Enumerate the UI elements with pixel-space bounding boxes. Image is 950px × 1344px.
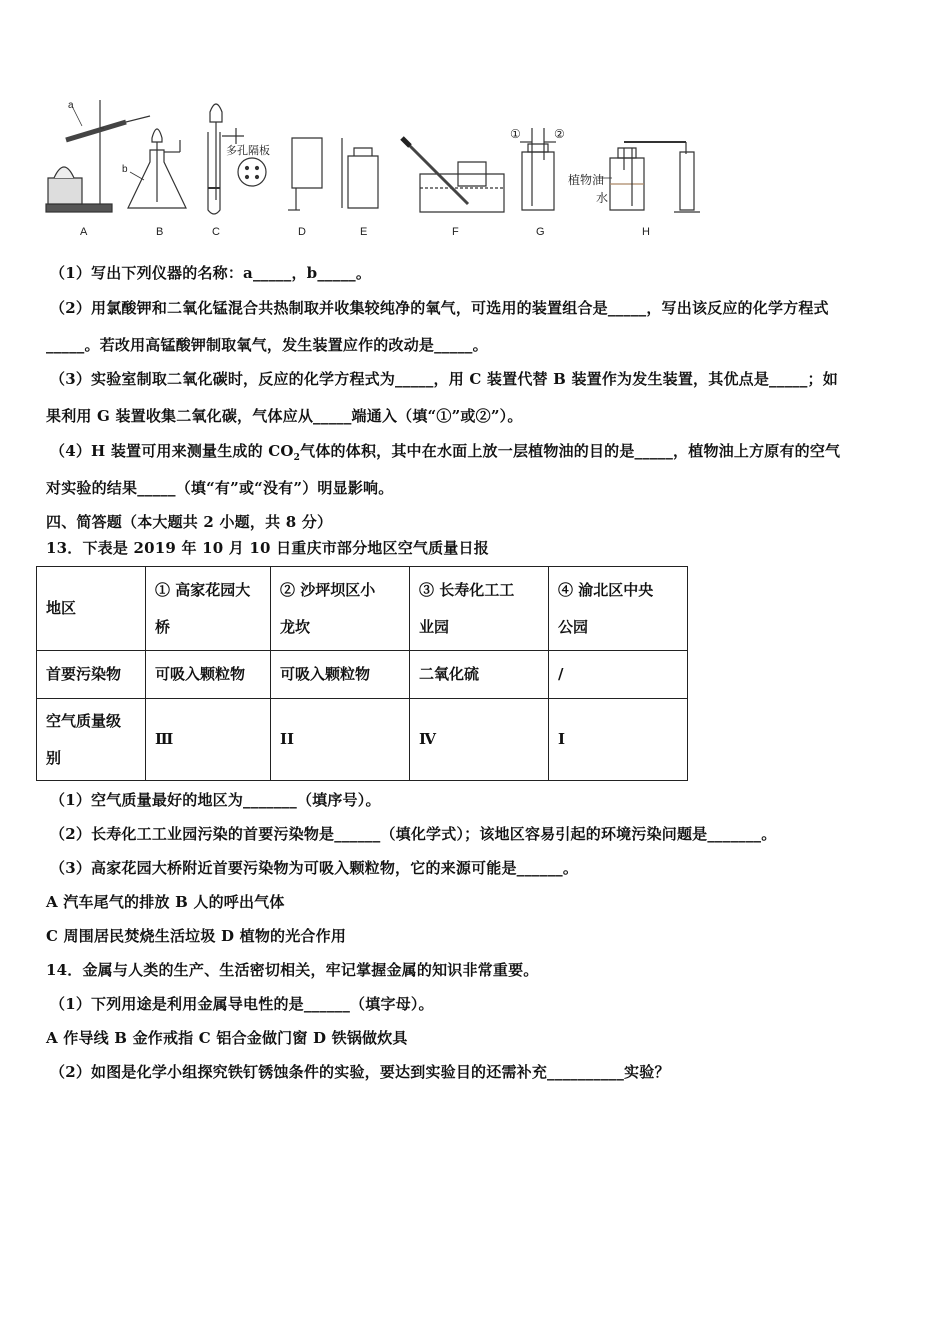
q14-options: A 作导线 B 金作戒指 C 铝合金做门窗 D 铁锅做炊具 <box>46 1029 408 1047</box>
th-region: 地区 <box>37 567 146 651</box>
q12-part4-post: 气体的体积，其中在水面上放一层植物油的目的是_____，植物油上方原有的空气 <box>300 442 841 460</box>
apparatus-b <box>122 129 186 208</box>
q12-part2-line1: （2）用氯酸钾和二氧化锰混合共热制取并收集较纯净的氧气，可选用的装置组合是_____，写出该反应的化学方程式 <box>50 299 829 317</box>
q14-part1: （1）下列用途是利用金属导电性的是______（填字母）。 <box>50 995 434 1013</box>
grade-site-3: Ⅳ <box>410 699 549 781</box>
pollutant-site-2: 可吸入颗粒物 <box>271 651 410 699</box>
port-1-label: ① <box>510 127 521 141</box>
section-4-heading: 四、简答题（本大题共 2 小题，共 8 分） <box>46 513 333 531</box>
row-pollutant-label: 首要污染物 <box>37 651 146 699</box>
apparatus-f <box>402 138 504 212</box>
th-site-2: ② 沙坪坝区小 龙坎 <box>271 567 410 651</box>
apparatus-h <box>568 142 700 212</box>
apparatus-c <box>208 104 270 214</box>
apparatus-figure <box>38 92 718 240</box>
label-a: a <box>68 100 74 111</box>
q12-part3-line1: （3）实验室制取二氧化碳时，反应的化学方程式为_____，用 C 装置代替 B 装置作为发生装置，其优点是_____；如 <box>50 370 838 388</box>
air-quality-table <box>36 566 688 781</box>
fig-label-b: B <box>156 226 164 238</box>
th-site-1: ① 高家花园大 桥 <box>146 567 271 651</box>
apparatus-e <box>342 138 378 208</box>
fig-label-a: A <box>80 226 88 238</box>
q12-part1: （1）写出下列仪器的名称：a_____，b_____。 <box>50 264 372 282</box>
apparatus-d <box>288 138 322 210</box>
fig-label-h: H <box>642 226 650 238</box>
th-site-4: ④ 渝北区中央 公园 <box>549 567 688 651</box>
q13-part3: （3）高家花园大桥附近首要污染物为可吸入颗粒物，它的来源可能是______。 <box>50 859 579 877</box>
oil-label: 植物油 <box>568 173 605 187</box>
grade-site-2: II <box>271 699 410 781</box>
q12-part4-pre: （4）H 装置可用来测量生成的 CO <box>50 442 294 460</box>
q12-part2-line2: _____。若改用高锰酸钾制取氧气，发生装置应作的改动是_____。 <box>46 336 488 354</box>
water-label: 水 <box>596 191 609 205</box>
fig-label-d: D <box>298 226 306 238</box>
q12-part4-sub: 2 <box>293 453 301 463</box>
port-2-label: ② <box>554 127 565 141</box>
th-site-3: ③ 长寿化工工 业园 <box>410 567 549 651</box>
fig-label-g: G <box>536 226 545 238</box>
q12-part3-line2: 果利用 G 装置收集二氧化碳，气体应从_____端通入（填“①”或②”）。 <box>46 407 523 425</box>
q14-part2: （2）如图是化学小组探究铁钉锈蚀条件的实验，要达到实验目的还需补充__________实验？ <box>50 1063 670 1081</box>
fig-label-c: C <box>212 226 220 238</box>
q13-part2: （2）长寿化工工业园污染的首要污染物是______（填化学式）；该地区容易引起的环境污染问题是_______。 <box>50 825 777 843</box>
row-grade-label: 空气质量级 别 <box>37 699 146 781</box>
q12-part4-line2: 对实验的结果_____（填“有”或“没有”）明显影响。 <box>46 479 394 497</box>
fig-label-f: F <box>452 226 459 238</box>
fig-label-e: E <box>360 226 368 238</box>
pollutant-site-4: / <box>549 651 688 699</box>
q14-stem: 14．金属与人类的生产、生活密切相关，牢记掌握金属的知识非常重要。 <box>46 961 539 979</box>
porous-plate-label: 多孔隔板 <box>226 145 270 157</box>
grade-site-4: I <box>549 699 688 781</box>
apparatus-g <box>510 127 565 210</box>
q13-stem: 13．下表是 2019 年 10 月 10 日重庆市部分地区空气质量日报 <box>46 539 489 557</box>
label-b: b <box>122 164 128 175</box>
pollutant-site-3: 二氧化硫 <box>410 651 549 699</box>
q13-options-ab: A 汽车尾气的排放 B 人的呼出气体 <box>46 893 285 911</box>
pollutant-site-1: 可吸入颗粒物 <box>146 651 271 699</box>
grade-site-1: Ⅲ <box>146 699 271 781</box>
q12-part4-line1 <box>50 440 840 463</box>
q13-options-cd: C 周围居民焚烧生活垃圾 D 植物的光合作用 <box>46 927 347 945</box>
q13-part1: （1）空气质量最好的地区为_______（填序号）。 <box>50 791 381 809</box>
